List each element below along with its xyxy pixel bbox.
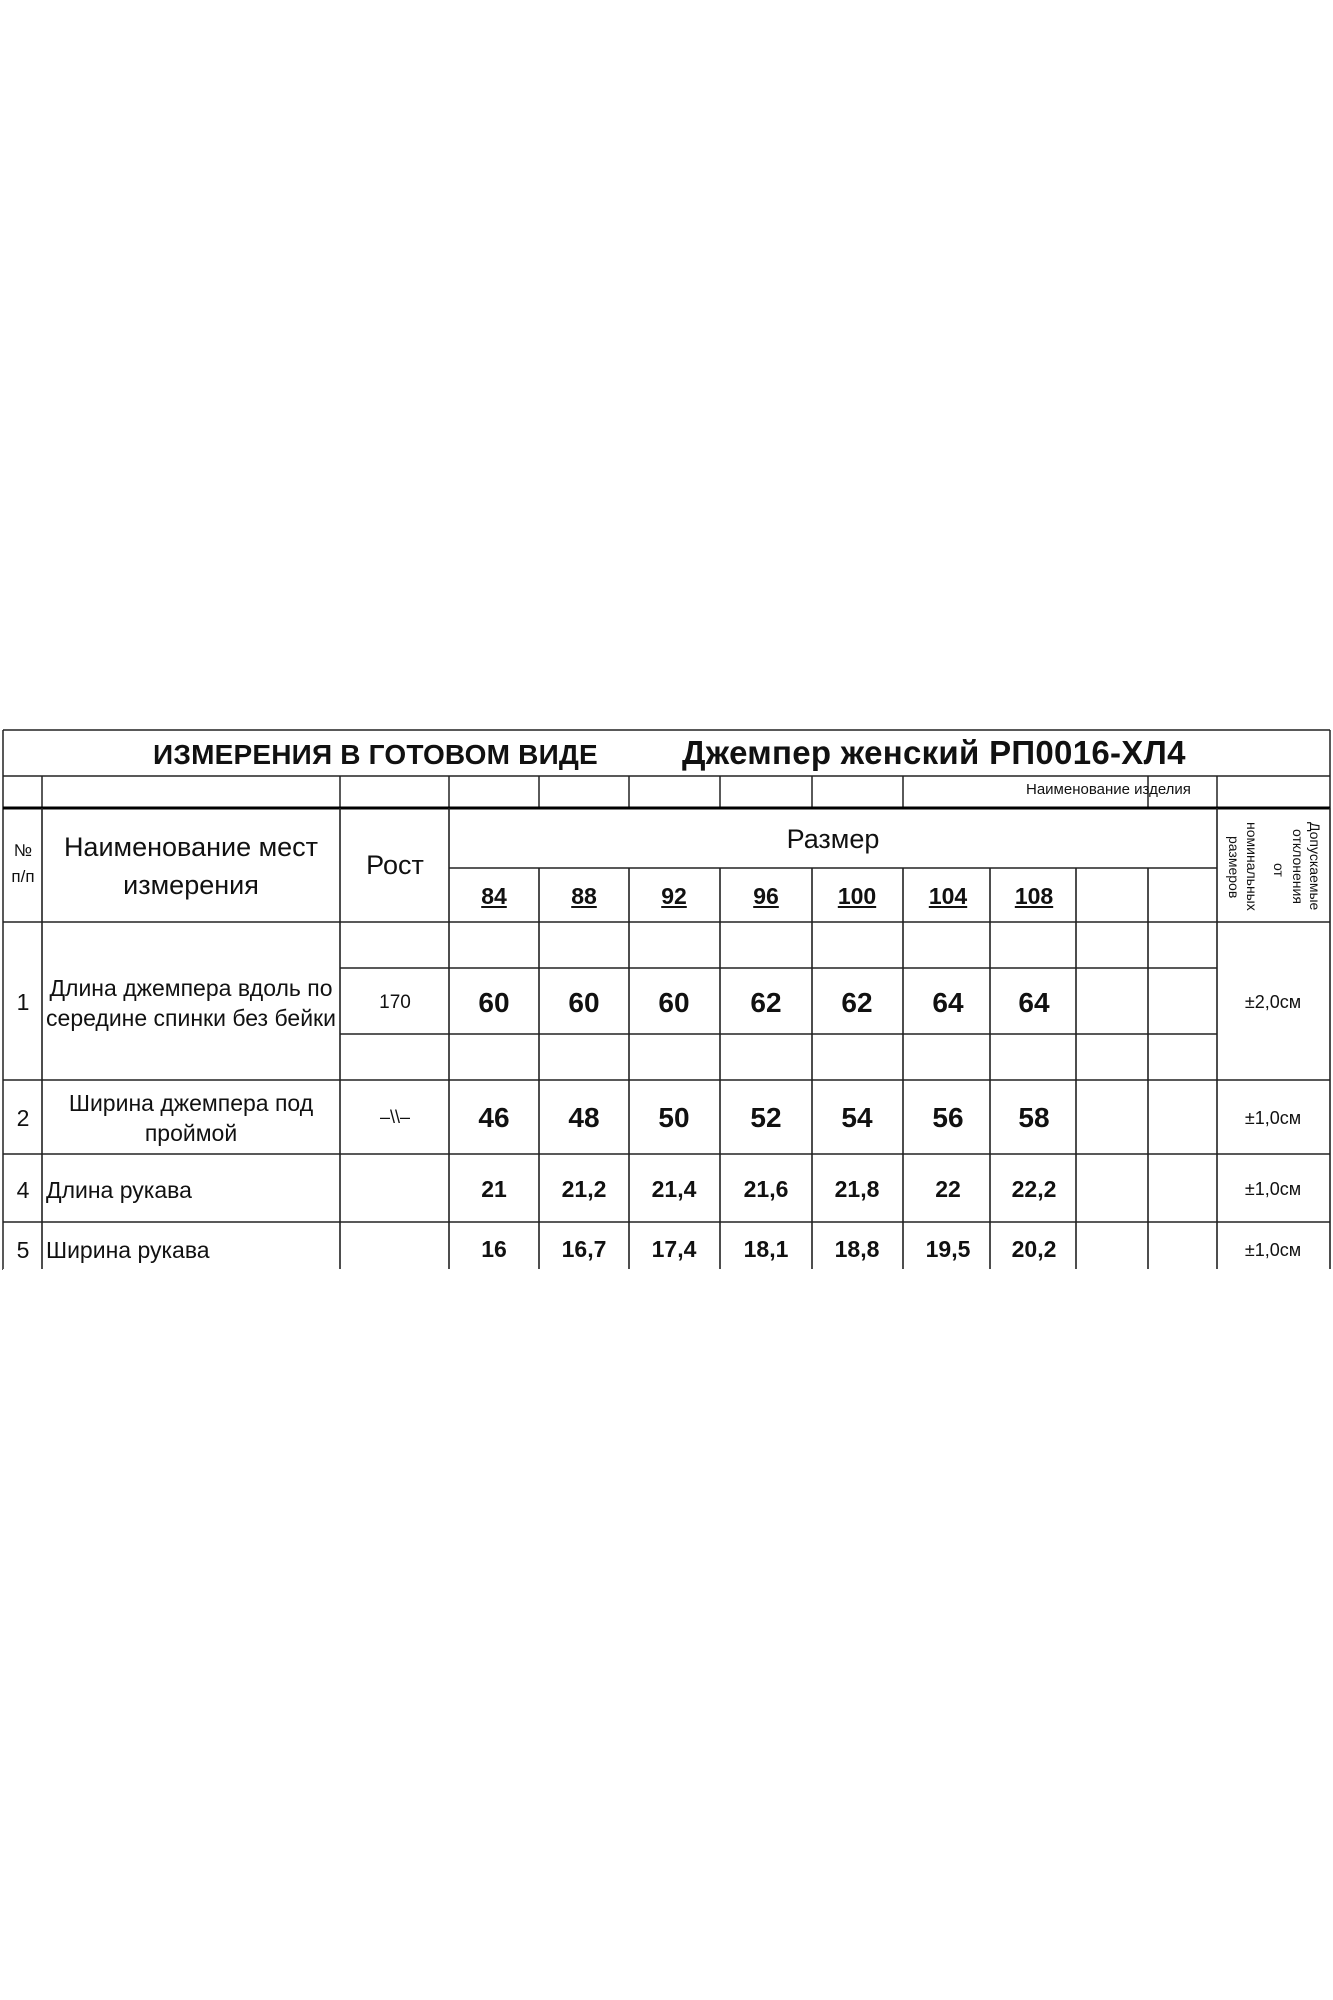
height-header: Рост — [366, 850, 424, 880]
row-5-value-84: 16 — [481, 1236, 507, 1262]
num-header-line2: п/п — [11, 867, 35, 886]
row-5-value-96: 18,1 — [743, 1236, 789, 1262]
row-4-value-100: 21,8 — [834, 1176, 880, 1202]
row-5-value-88: 16,7 — [561, 1236, 607, 1262]
row-5-num: 5 — [16, 1237, 30, 1263]
tolerance-header-line1: Допускаемые — [1307, 821, 1323, 911]
row-5-name: Ширина рукава — [46, 1237, 210, 1263]
row-2-name-line1: Ширина джемпера под — [68, 1090, 314, 1116]
row-1-height: 170 — [379, 992, 411, 1013]
row-4-value-88: 21,2 — [561, 1176, 607, 1202]
row-2-value-88: 48 — [568, 1102, 600, 1133]
tolerance-header-line3: от — [1271, 863, 1287, 877]
row-2-height: –\\– — [379, 1107, 411, 1127]
row-5-value-104: 19,5 — [925, 1236, 971, 1262]
row-1-value-108: 64 — [1018, 987, 1050, 1018]
row-4-name: Длина рукава — [46, 1177, 192, 1203]
row-2-value-84: 46 — [478, 1102, 510, 1133]
row-5-value-92: 17,4 — [651, 1236, 697, 1262]
row-4-value-108: 22,2 — [1011, 1176, 1057, 1202]
row-4-num: 4 — [16, 1177, 30, 1203]
row-2-value-108: 58 — [1018, 1102, 1050, 1133]
name-header-line1: Наименование мест — [63, 832, 319, 862]
size-104: 104 — [928, 883, 968, 909]
size-108: 108 — [1014, 883, 1054, 909]
row-1-name-line1: Длина джемпера вдоль по — [49, 975, 333, 1001]
row-1-tolerance: ±2,0см — [1244, 992, 1302, 1012]
size-header: Размер — [786, 824, 880, 854]
row-1-name-line2: середине спинки без бейки — [46, 1005, 336, 1031]
row-1-value-100: 62 — [841, 987, 873, 1018]
row-2-value-100: 54 — [841, 1102, 873, 1133]
row-4-value-104: 22 — [935, 1176, 961, 1202]
row-1-num: 1 — [16, 989, 30, 1015]
product-name: Джемпер женский РП0016-ХЛ4 — [682, 734, 1186, 771]
size-84: 84 — [481, 883, 507, 909]
num-header-line1: № — [13, 841, 33, 860]
tolerance-header-line2: отклонения — [1290, 828, 1306, 904]
product-caption: Наименование изделия — [1026, 781, 1191, 798]
row-4-value-96: 21,6 — [743, 1176, 789, 1202]
size-100: 100 — [837, 883, 877, 909]
row-2-name-line2: проймой — [144, 1120, 238, 1146]
size-96: 96 — [753, 883, 779, 909]
row-5-tolerance: ±1,0см — [1244, 1240, 1302, 1260]
row-4-value-84: 21 — [481, 1176, 507, 1202]
row-1-value-104: 64 — [932, 987, 964, 1018]
row-5-value-100: 18,8 — [834, 1236, 880, 1262]
row-1-value-96: 62 — [750, 987, 782, 1018]
tolerance-header-line5: размеров — [1226, 835, 1242, 899]
row-5-value-108: 20,2 — [1011, 1236, 1057, 1262]
tolerance-header-line4: номинальных — [1244, 821, 1260, 911]
document-title: ИЗМЕРЕНИЯ В ГОТОВОМ ВИДЕ — [153, 739, 598, 770]
row-2-value-92: 50 — [658, 1102, 690, 1133]
row-4-value-92: 21,4 — [651, 1176, 697, 1202]
row-1-value-84: 60 — [478, 987, 510, 1018]
row-4-tolerance: ±1,0см — [1244, 1179, 1302, 1199]
size-92: 92 — [661, 883, 687, 909]
row-2-num: 2 — [16, 1105, 30, 1131]
size-88: 88 — [571, 883, 597, 909]
row-2-value-104: 56 — [932, 1102, 964, 1133]
row-2-value-96: 52 — [750, 1102, 782, 1133]
row-1-value-92: 60 — [658, 987, 690, 1018]
row-1-value-88: 60 — [568, 987, 600, 1018]
row-2-tolerance: ±1,0см — [1244, 1108, 1302, 1128]
name-header-line2: измерения — [123, 870, 259, 900]
